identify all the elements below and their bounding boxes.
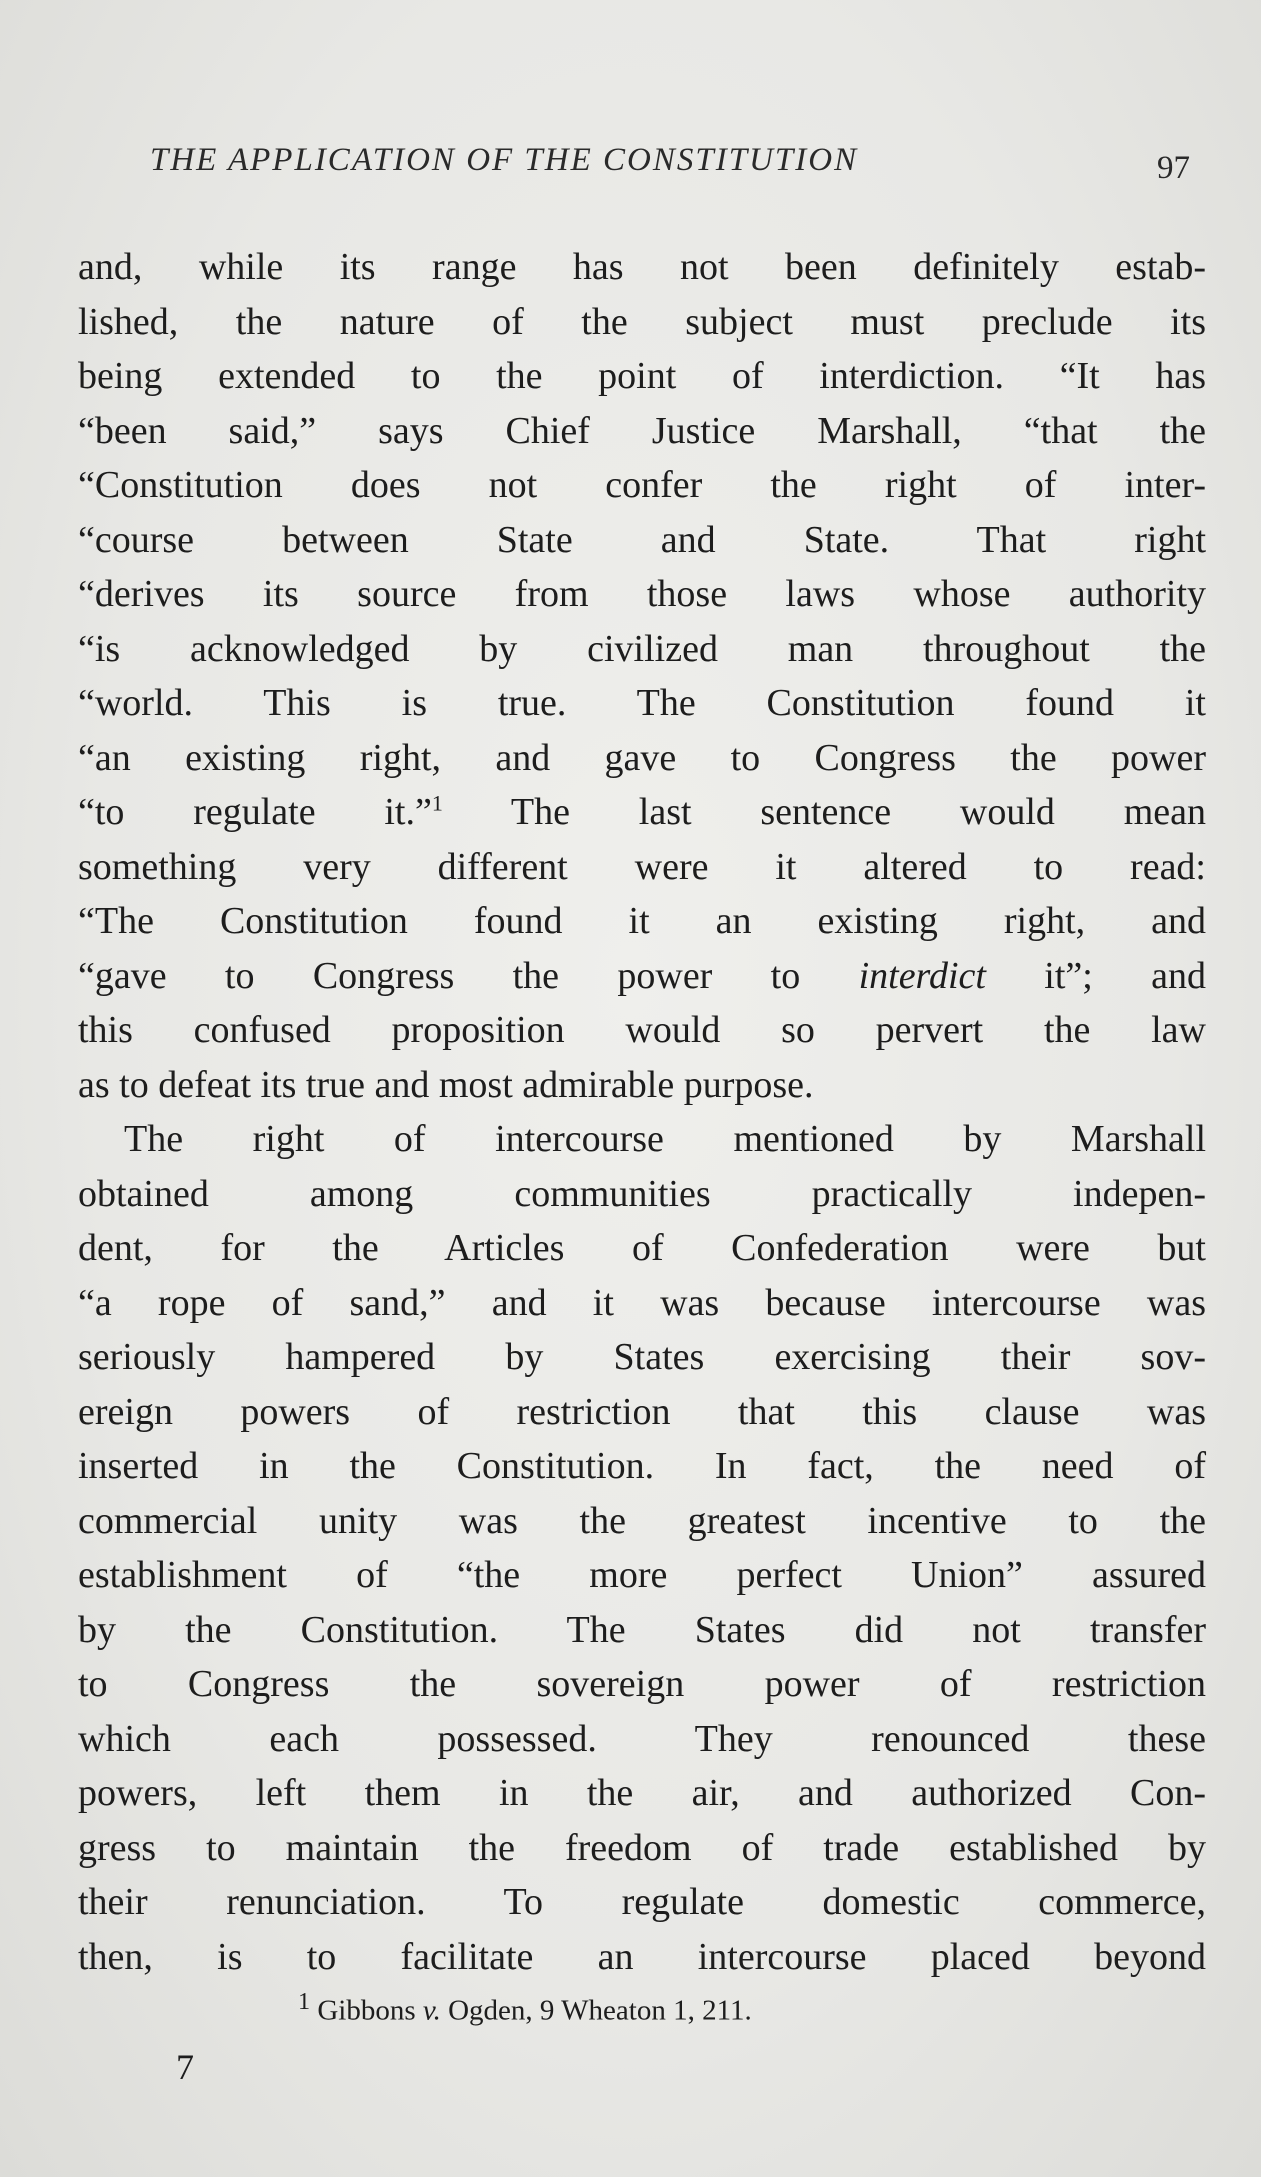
text-line: something very different were it altered to read: [78,845,1206,888]
text-line: lished, the nature of the subject must preclude its [78,300,1206,343]
signature-mark: 7 [176,2047,194,2087]
text-segment: “gave to Congress the power to [78,954,859,997]
quote-text: “to regulate it.” [78,791,432,833]
paragraph-first-line: The right of intercourse mentioned by Marshall [124,1118,1206,1160]
running-head [150,142,1190,190]
footnote [298,1988,1098,2028]
italic-word: interdict [858,954,986,997]
text-line: gress to maintain the freedom of trade established by [78,1826,1206,1869]
footnote-text: Gibbons [310,1994,423,2027]
text-line: seriously hampered by States exercising their sov- [78,1336,1206,1378]
footnote-marker: 1 [298,1988,311,2015]
footnote-italic: v. [422,1994,441,2027]
running-title: THE APPLICATION OF THE CONSTITUTION [150,142,859,178]
text-line: dent, for the Articles of Confederation were but [78,1227,1206,1269]
text-line: being extended to the point of interdiction. “It has [78,355,1206,397]
text-line: “is acknowledged by civilized man throughout the [78,627,1206,670]
text-line [78,785,1206,840]
page-number: 97 [1157,150,1190,186]
text-line: “derives its source from those laws whose authority [78,573,1206,615]
text-line: and, while its range has not been definitely estab- [78,246,1206,288]
footnote-citation: Ogden, 9 Wheaton 1, 211. [440,1994,752,2027]
text-line: inserted in the Constitution. In fact, the need of [78,1445,1206,1487]
text-line: as to defeat its true and most admirable purpose. [78,1063,814,1106]
text-line: ereign powers of restriction that this clause was [78,1390,1206,1433]
text-line: establishment of “the more perfect Union” assured [78,1554,1206,1596]
text-line: by the Constitution. The States did not transfer [78,1608,1206,1651]
text-line: powers, left them in the air, and authorized Con- [78,1772,1206,1814]
text-line: “an existing right, and gave to Congress the power [78,736,1206,779]
text-line: which each possessed. They renounced these [78,1717,1206,1760]
text-line: then, is to facilitate an intercourse placed beyond [78,1935,1206,1978]
body-text [78,240,1206,1984]
text-segment: The last sentence would mean [442,791,1207,833]
text-line: this confused proposition would so pervert the law [78,1009,1206,1051]
text-line [78,949,1206,1004]
footnote-reference: 1 [431,790,443,816]
text-line: obtained among communities practically indepen- [78,1172,1206,1215]
text-line: “course between State and State. That right [78,518,1206,561]
text-line: “a rope of sand,” and it was because intercourse was [78,1281,1206,1324]
text-line: commercial unity was the greatest incentive to the [78,1499,1206,1542]
text-line: their renunciation. To regulate domestic commerce, [78,1881,1206,1923]
text-line: “Constitution does not confer the right of inter- [78,464,1206,506]
text-line: “been said,” says Chief Justice Marshall, “that the [78,409,1206,452]
text-segment: it”; and [985,954,1207,997]
text-line: to Congress the sovereign power of restriction [78,1663,1206,1705]
text-line: “world. This is true. The Constitution found it [78,682,1206,724]
text-line: “The Constitution found it an existing right, and [78,900,1206,942]
